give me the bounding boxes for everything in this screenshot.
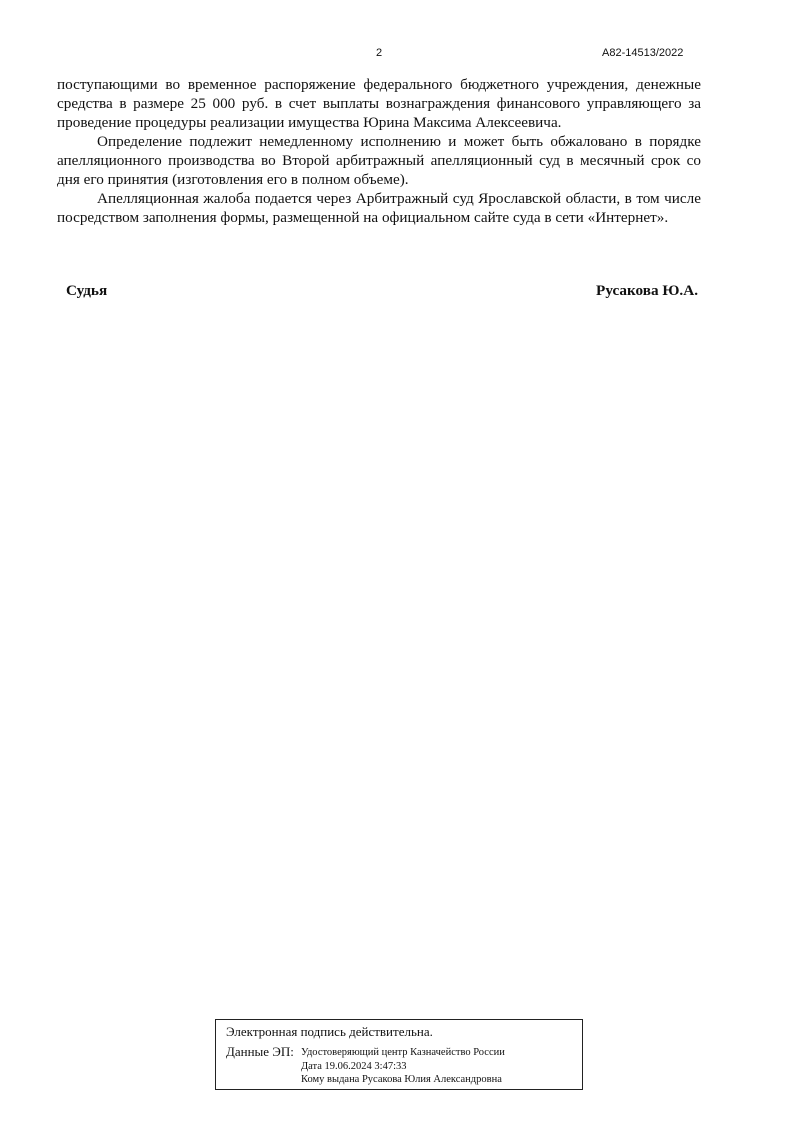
page-header — [0, 47, 800, 63]
paragraph-appeal-filing: Апелляционная жалоба подается через Арбитражный суд Ярославской области, в том числе посредством заполнения формы, размещенной на официальном сайте суда в сети «Интернет». — [57, 190, 701, 226]
page-number: 2 — [376, 47, 383, 59]
paragraph-appeal-terms: Определение подлежит немедленному исполнению и может быть обжаловано в порядке апелляционного производства во Второй арбитражный апелляционный суд в месячный срок со дня его принятия (изготовления его в полном объеме). — [57, 133, 701, 188]
esig-label: Данные ЭП: — [226, 1044, 294, 1059]
esig-details — [301, 1046, 505, 1087]
judge-role: Судья — [66, 282, 108, 299]
paragraph-award-payment: поступающими во временное распоряжение федерального бюджетного учреждения, денежные средства в размере 25 000 руб. в счет выплаты вознаграждения финансового управляющего за проведение процедуры реализации имущества Юрина Максима Алексеевича. — [57, 76, 701, 131]
esig-issuer: Удостоверяющий центр Казначейство России — [301, 1047, 505, 1058]
judge-name: Русакова Ю.А. — [596, 282, 698, 299]
esig-status: Электронная подпись действительна. — [226, 1024, 433, 1039]
document-body — [57, 75, 701, 227]
electronic-signature-stamp — [215, 1019, 583, 1090]
case-number: А82-14513/2022 — [602, 47, 684, 59]
esig-date: Дата 19.06.2024 3:47:33 — [301, 1060, 407, 1072]
esig-issued-to: Кому выдана Русакова Юлия Александровна — [301, 1074, 502, 1085]
